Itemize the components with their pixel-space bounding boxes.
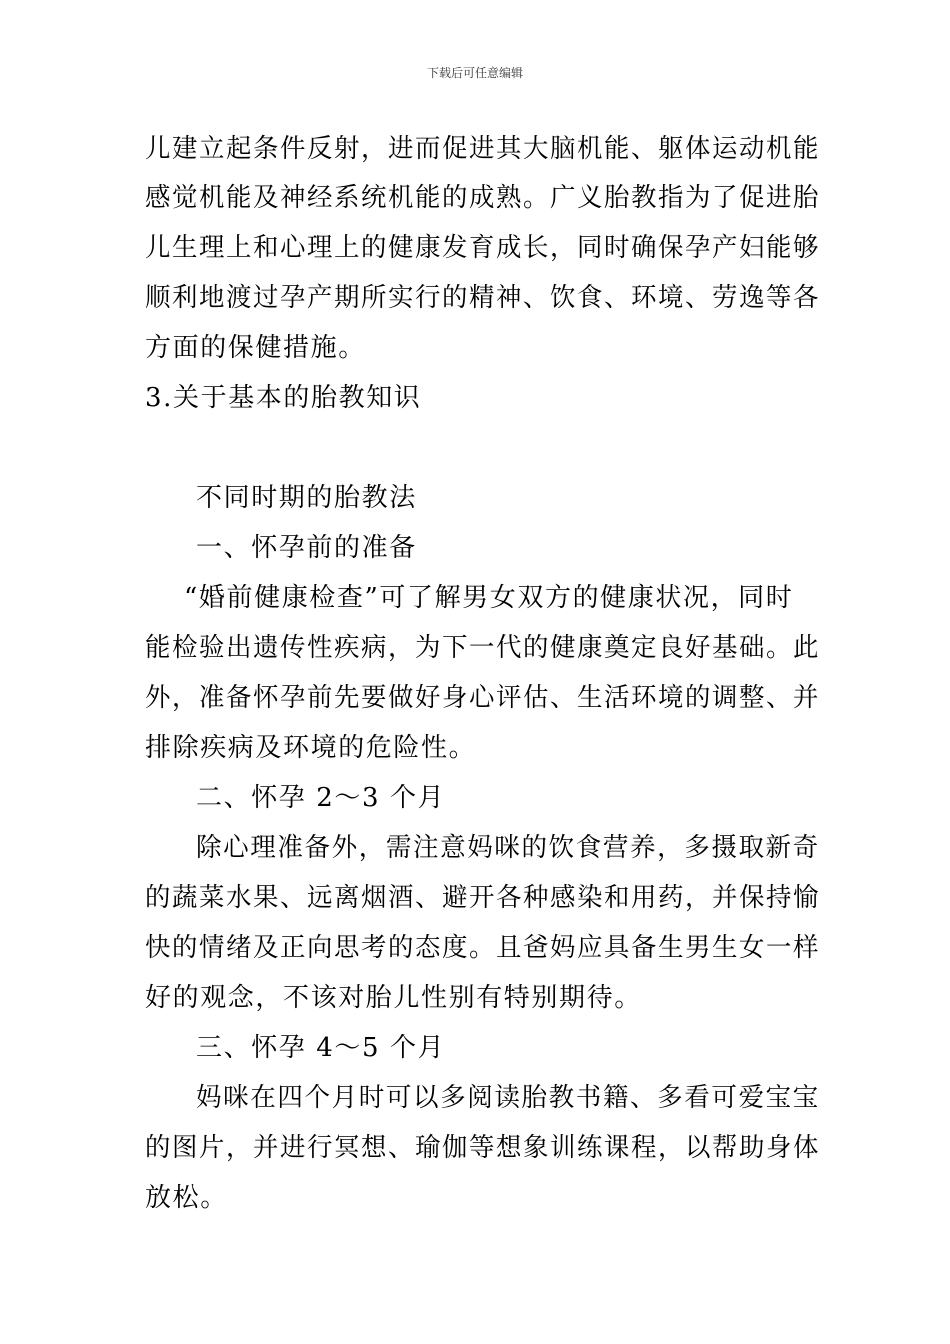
subheading: 三、怀孕 4～5 个月 <box>196 1033 446 1063</box>
paragraph-line: 放松。 <box>145 1183 228 1213</box>
paragraph-line: 的蔬菜水果、远离烟酒、避开各种感染和用药，并保持愉 <box>145 883 821 913</box>
paragraph-line: 儿建立起条件反射，进而促进其大脑机能、躯体运动机能 <box>145 134 821 164</box>
paragraph-line: 方面的保健措施。 <box>145 333 366 363</box>
paragraph-line: 感觉机能及神经系统机能的成熟。广义胎教指为了促进胎 <box>145 183 821 213</box>
paragraph-line: 快的情绪及正向思考的态度。且爸妈应具备生男生女一样 <box>145 933 821 963</box>
subheading: 不同时期的胎教法 <box>196 483 417 513</box>
subheading: 一、怀孕前的准备 <box>196 533 417 563</box>
paragraph-line: 的图片，并进行冥想、瑜伽等想象训练课程，以帮助身体 <box>145 1133 821 1163</box>
paragraph-line: 外，准备怀孕前先要做好身心评估、生活环境的调整、并 <box>145 683 821 713</box>
paragraph-line: 顺利地渡过孕产期所实行的精神、饮食、环境、劳逸等各 <box>145 283 821 313</box>
section-heading: 3.关于基本的胎教知识 <box>145 383 422 413</box>
subheading: 二、怀孕 2～3 个月 <box>196 783 446 813</box>
paragraph-line: 除心理准备外，需注意妈咪的饮食营养，多摄取新奇 <box>196 833 820 863</box>
paragraph-line: 儿生理上和心理上的健康发育成长，同时确保孕产妇能够 <box>145 233 821 263</box>
paragraph-line: 妈咪在四个月时可以多阅读胎教书籍、多看可爱宝宝 <box>196 1083 820 1113</box>
paragraph-line: 排除疾病及环境的危险性。 <box>145 733 477 763</box>
paragraph-line: 能检验出遗传性疾病，为下一代的健康奠定良好基础。此 <box>145 633 821 663</box>
page-header: 下载后可任意编辑 <box>426 66 523 80</box>
paragraph-line: “婚前健康检查”可了解男女双方的健康状况，同时 <box>184 583 794 613</box>
paragraph-line: 好的观念，不该对胎儿性别有特别期待。 <box>145 983 642 1013</box>
